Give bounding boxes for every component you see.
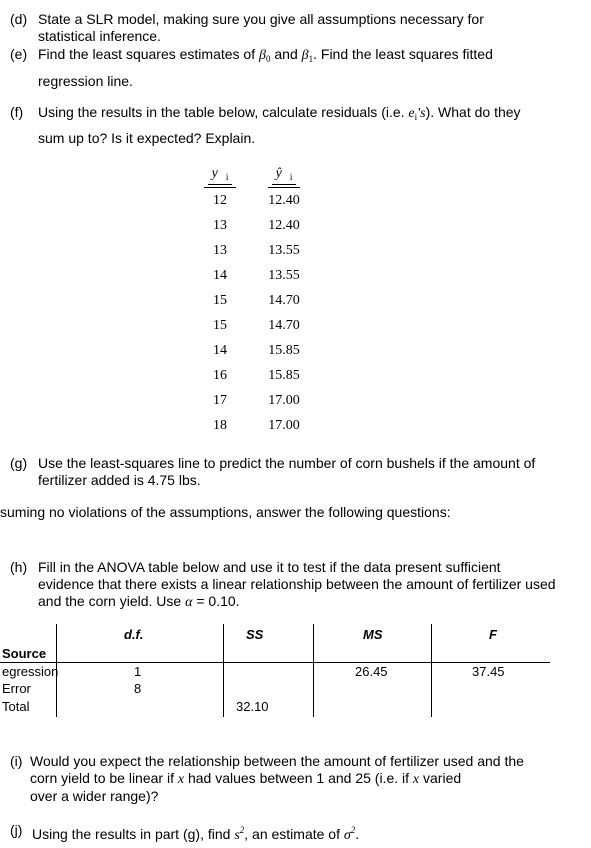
- y-value-cell: 13: [213, 243, 227, 258]
- question-i-line2a: corn yield to be linear if: [30, 770, 174, 786]
- question-h-label: (h): [10, 559, 28, 575]
- anova-table: [0, 624, 591, 724]
- data-table: [190, 166, 340, 441]
- anova-row-error: Error: [2, 681, 31, 696]
- anova-source-label: Source: [2, 646, 47, 661]
- anova-col-divider-3: [313, 624, 314, 717]
- question-f-text1: Using the results in the table below, calculate residuals (i.e.: [38, 104, 405, 120]
- beta1-symbol: $\beta_1$: [301, 48, 314, 64]
- question-j-label: (j): [10, 822, 23, 838]
- anova-col-divider-2: [223, 624, 224, 717]
- anova-header-ms: MS: [363, 627, 383, 642]
- beta0-symbol: $\beta_0$: [259, 48, 271, 64]
- y-value-cell: 14: [213, 268, 227, 283]
- y-value-cell: 12: [213, 193, 227, 208]
- anova-row-regression: egression: [2, 664, 59, 679]
- y-value-cell: 15: [213, 293, 227, 308]
- s-squared-symbol: $s^2$: [234, 825, 245, 843]
- yhat-header: ŷ i: [254, 166, 314, 188]
- x-variable-1: x: [177, 772, 185, 787]
- question-e-label: (e): [10, 46, 28, 62]
- y-value-cell: 15: [213, 318, 227, 333]
- question-j-text2: , an estimate of: [244, 826, 340, 842]
- yhat-value-cell: 15.85: [268, 368, 300, 383]
- question-e-text2: . Find the least squares fitted: [313, 46, 493, 62]
- question-i-label: (i): [10, 753, 23, 769]
- anova-reg-ms: 26.45: [355, 664, 388, 679]
- anova-reg-df: 1: [134, 664, 142, 679]
- question-g-label: (g): [10, 455, 28, 471]
- question-e-text1: Find the least squares estimates of: [38, 46, 256, 62]
- yhat-value-cell: 17.00: [268, 418, 300, 433]
- question-d-label: (d): [10, 11, 28, 27]
- question-e-line2: regression line.: [38, 73, 133, 89]
- anova-err-df: 8: [134, 681, 142, 696]
- question-j-text1: Using the results in part (g), find: [32, 826, 231, 842]
- yhat-value-cell: 14.70: [268, 293, 300, 308]
- question-d-line2: statistical inference.: [38, 28, 161, 44]
- y-value-cell: 14: [213, 343, 227, 358]
- yhat-value-cell: 14.70: [268, 318, 300, 333]
- yhat-value-cell: 17.00: [268, 393, 300, 408]
- question-f-line2: sum up to? Is it expected? Explain.: [38, 130, 256, 146]
- anova-header-f: F: [489, 627, 497, 642]
- y-value-cell: 18: [213, 418, 227, 433]
- y-value-cell: 13: [213, 218, 227, 233]
- question-i-line2b: had values between 1 and 25 (i.e. if: [187, 770, 410, 786]
- anova-header-ss: SS: [246, 627, 264, 642]
- anova-row-total: Total: [2, 699, 30, 714]
- question-e-and: and: [274, 46, 298, 62]
- question-i-line1: Would you expect the relationship between the amount of fertilizer used and the: [30, 753, 524, 769]
- question-h-line2: evidence that there exists a linear relationship between the amount of fertilizer used: [38, 576, 556, 592]
- question-h-line3: and the corn yield. Use: [38, 593, 182, 609]
- question-f-text2: ). What do they: [425, 104, 521, 120]
- anova-col-divider-4: [431, 624, 432, 717]
- question-j-text3: .: [355, 826, 360, 842]
- yhat-value-cell: 15.85: [268, 343, 300, 358]
- x-variable-2: x: [412, 772, 420, 787]
- assumptions-note: suming no violations of the assumptions, answer the following questions:: [0, 504, 451, 520]
- question-i-line3: over a wider range)?: [30, 788, 159, 804]
- alpha-symbol: α: [185, 595, 193, 610]
- question-h-line1: Fill in the ANOVA table below and use it to test if the data present sufficient: [38, 559, 501, 575]
- question-f-label: (f): [10, 104, 24, 120]
- question-d-line1: State a SLR model, making sure you give all assumptions necessary for: [38, 11, 484, 27]
- anova-header-df: d.f.: [124, 627, 144, 642]
- question-g-line1: Use the least-squares line to predict the number of corn bushels if the amount of: [38, 455, 536, 471]
- anova-total-ss: 32.10: [236, 699, 269, 714]
- anova-top-rule: [0, 662, 550, 663]
- yhat-value-cell: 13.55: [268, 243, 300, 258]
- yhat-value-cell: 12.40: [268, 193, 300, 208]
- question-i-line2c: varied: [423, 770, 462, 786]
- y-column: [190, 166, 250, 438]
- y-header: y i: [190, 166, 250, 188]
- yhat-value-cell: 13.55: [268, 268, 300, 283]
- anova-reg-f: 37.45: [472, 664, 505, 679]
- y-value-cell: 17: [213, 393, 227, 408]
- yhat-column: [254, 166, 314, 438]
- question-g-line2: fertilizer added is 4.75 lbs.: [38, 472, 201, 488]
- sigma-squared-symbol: $\sigma^2$: [343, 825, 356, 843]
- yhat-value-cell: 12.40: [268, 218, 300, 233]
- y-value-cell: 16: [213, 368, 227, 383]
- residual-symbol: $e_i's$: [408, 106, 426, 122]
- question-h-alpha-value: = 0.10.: [192, 593, 240, 609]
